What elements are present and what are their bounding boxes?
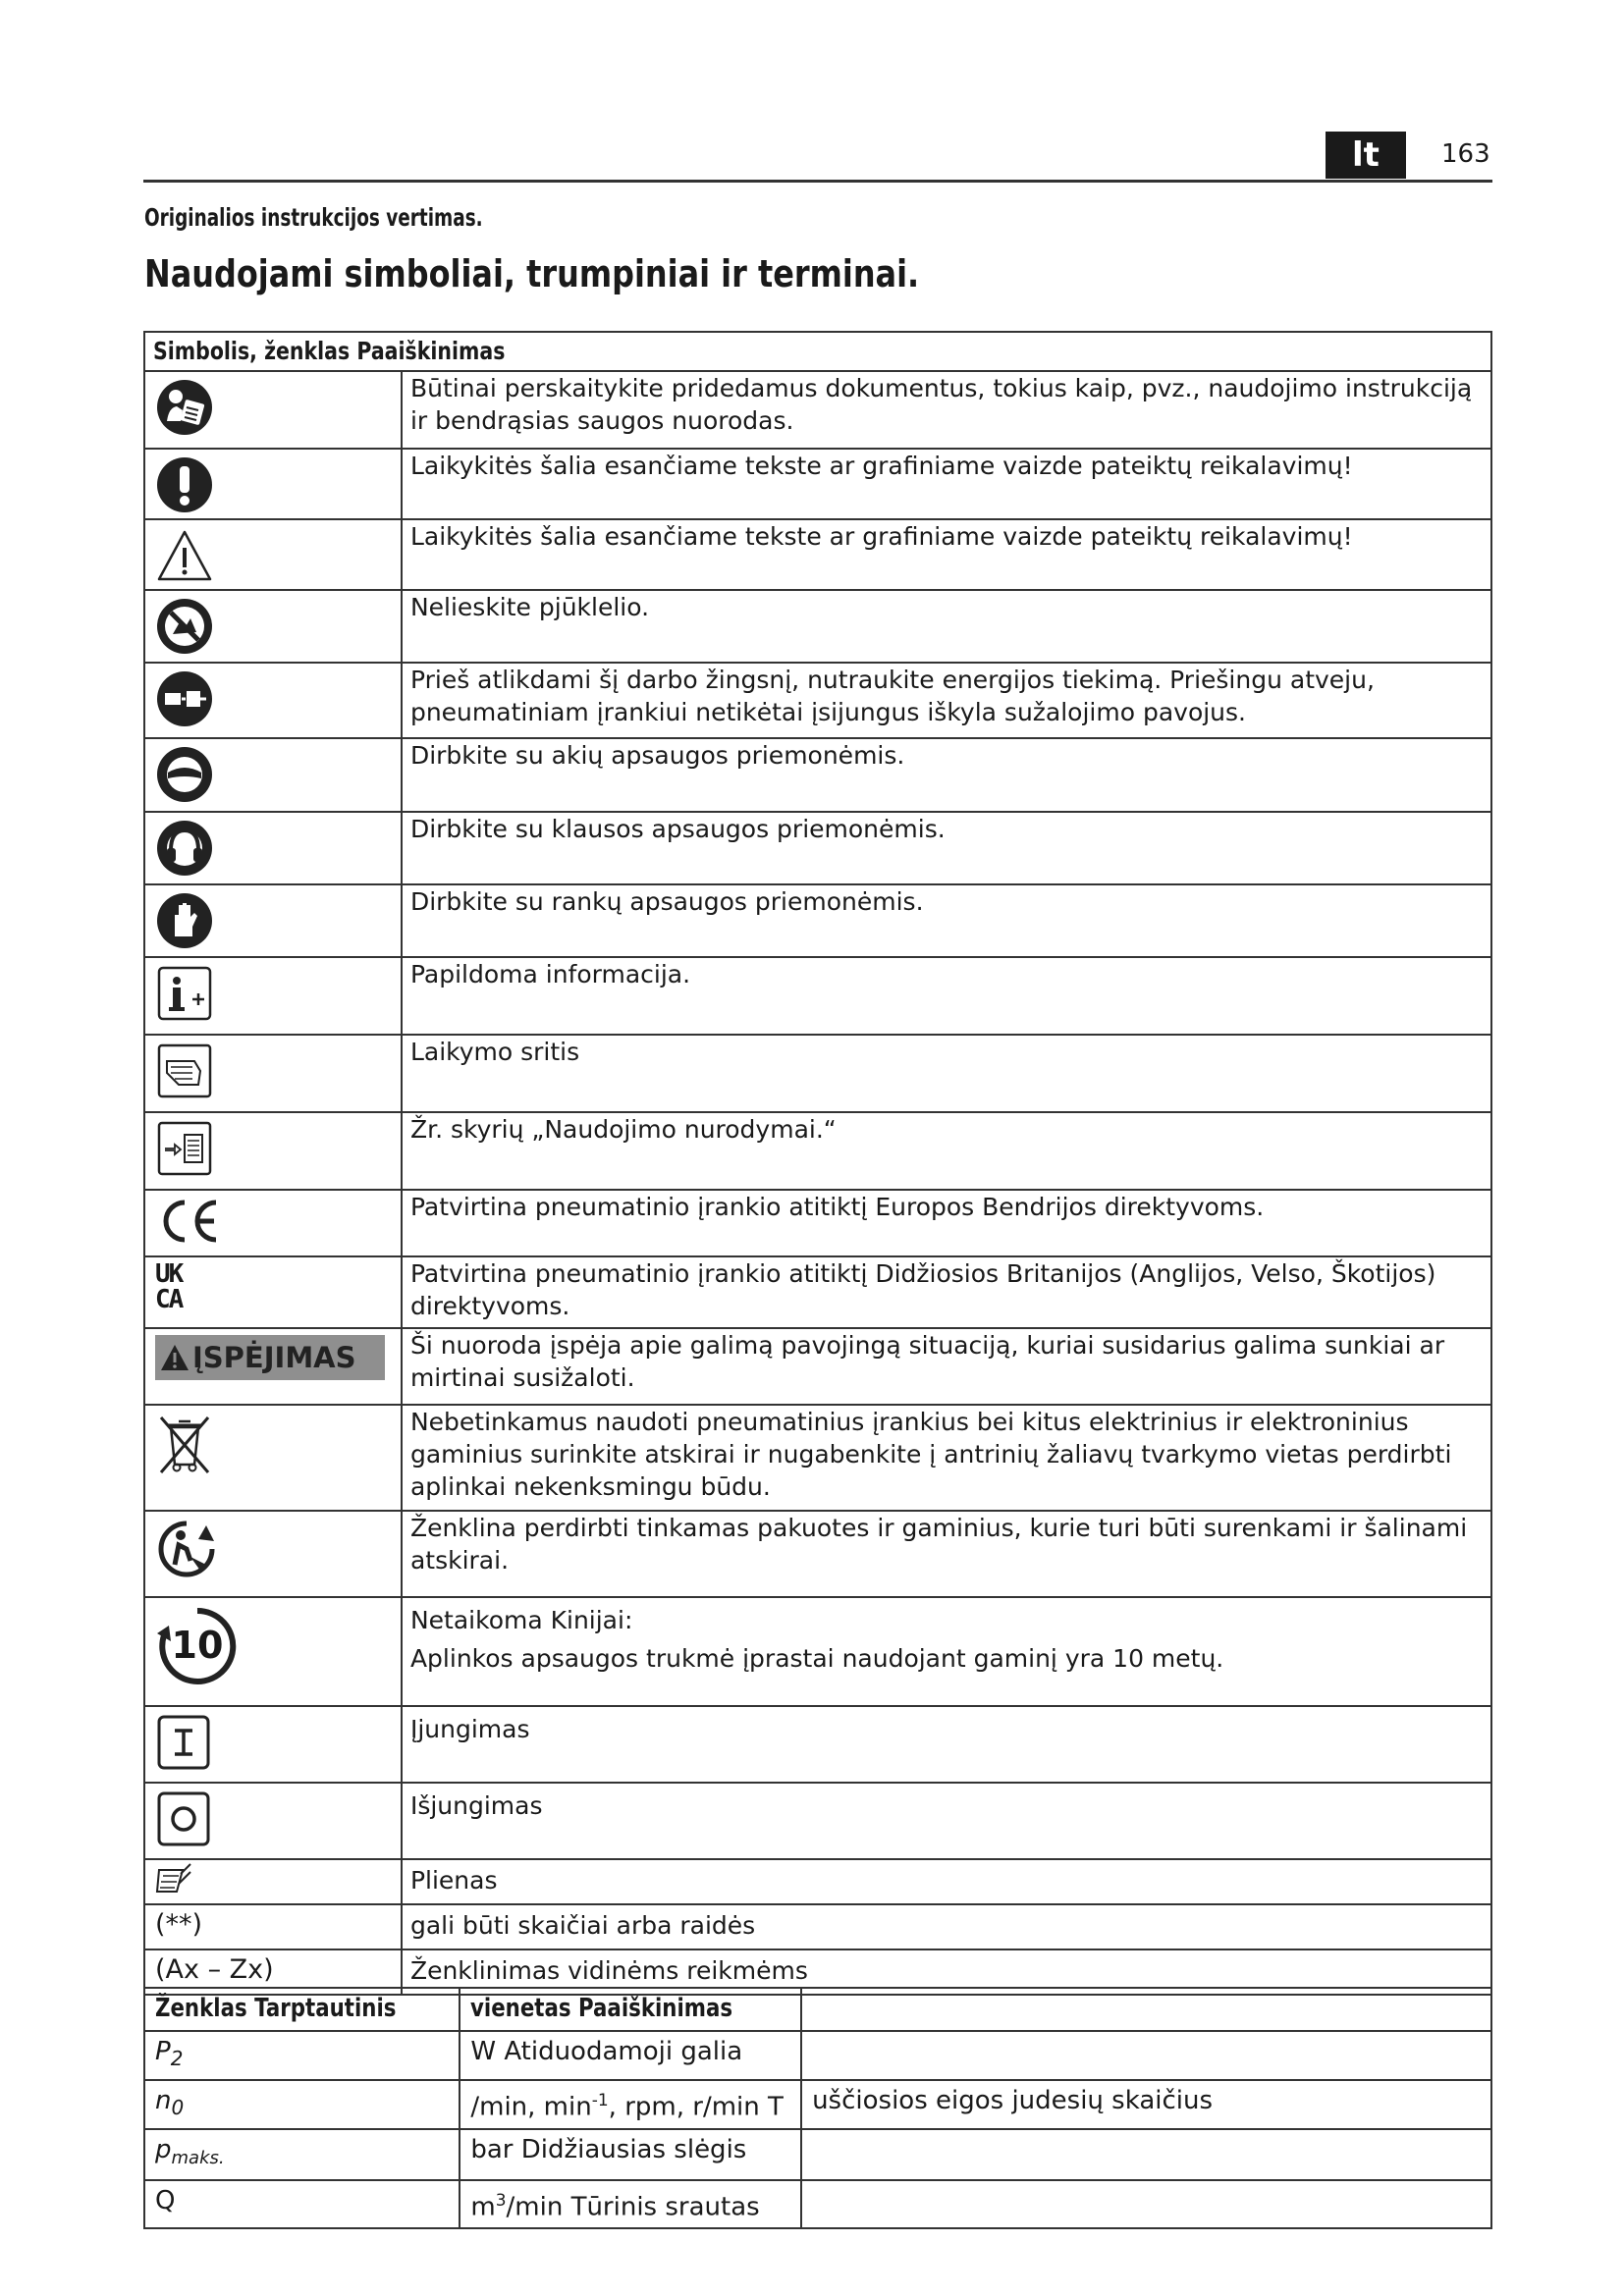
- unit-sign-subscript: maks.: [171, 2148, 225, 2169]
- hand-protection-icon: [155, 891, 214, 950]
- unit-text: /min, min: [470, 2092, 592, 2122]
- table-row-text: Nebetinkamus naudoti pneumatinius įrankius bei kitus elektrinius ir elektroninius gaminius surinkite atskirai ir nugabenkite į antrinių žaliavų tvarkymo vietas perdirbti aplinkai nekenksmingu būdu.: [402, 1405, 1491, 1511]
- ear-protection-icon: [155, 819, 214, 878]
- table-row-text: Įjungimas: [402, 1706, 1491, 1783]
- units-table-header: [144, 1988, 1491, 2031]
- read-manual-icon: [155, 378, 214, 437]
- unit-text-post: , rpm, r/min T: [608, 2092, 784, 2122]
- unit-extra: [801, 2031, 1491, 2080]
- unit-superscript: 3: [495, 2190, 507, 2211]
- symbols-table: [143, 331, 1492, 1996]
- table-row: [144, 1256, 1491, 1328]
- ukca-top-text: UK: [155, 1259, 183, 1289]
- table-row-text: Ženklinimas vidinėms reikmėms: [402, 1949, 1491, 1995]
- table-row-text: Patvirtina pneumatinio įrankio atitiktį Didžiosios Britanijos (Anglijos, Velso, Škotijos) direktyvoms.: [402, 1256, 1491, 1328]
- unit-sign: n: [155, 2086, 172, 2116]
- table-row: [144, 1035, 1491, 1112]
- table-row-text: Plienas: [402, 1859, 1491, 1904]
- table-row: [144, 884, 1491, 957]
- epup-number: 10: [171, 1624, 224, 1667]
- unit-sign: P: [155, 2037, 171, 2066]
- switch-off-icon: [155, 1789, 214, 1848]
- table-row: [144, 812, 1491, 884]
- table-row-text: Patvirtina pneumatinio įrankio atitiktį Europos Bendrijos direktyvoms.: [402, 1190, 1491, 1256]
- page-title: Naudojami simboliai, trumpiniai ir terminai.: [144, 252, 920, 295]
- unit-cell: bar Didžiausias slėgis: [460, 2129, 801, 2179]
- table-row: [144, 738, 1491, 812]
- table-row: [144, 1511, 1491, 1597]
- units-header-col1: Ženklas Tarptautinis: [155, 1994, 397, 2023]
- symbols-table-header-text: Simbolis, ženklas Paaiškinimas: [153, 337, 506, 365]
- table-row: [144, 590, 1491, 663]
- table-row: [144, 1904, 1491, 1949]
- ukca-mark-icon: [155, 1261, 401, 1312]
- grip-area-icon: [155, 1041, 214, 1100]
- disconnect-air-icon: [155, 669, 214, 728]
- table-row: [144, 2080, 1491, 2129]
- see-chapter-icon: [155, 1119, 214, 1178]
- units-table: [143, 1987, 1492, 2229]
- table-row-text: Laikykitės šalia esančiame tekste ar grafiniame vaizde pateiktų reikalavimų!: [402, 519, 1491, 590]
- table-row-text: Dirbkite su rankų apsaugos priemonėmis.: [402, 884, 1491, 957]
- table-row-text: Nelieskite pjūklelio.: [402, 590, 1491, 663]
- unit-extra: [801, 2129, 1491, 2179]
- table-row-text-secondary: Aplinkos apsaugos trukmė įprastai naudojant gaminį yra 10 metų.: [409, 1644, 1224, 1673]
- symbol-text: (Ax – Zx): [144, 1949, 402, 1995]
- warning-triangle-small-icon: [159, 1343, 190, 1372]
- table-row: [144, 371, 1491, 449]
- epup-10-icon: [155, 1604, 240, 1688]
- table-row-text: Būtinai perskaitykite pridedamus dokumentus, tokius kaip, pvz., naudojimo instrukciją ir bendrąsias saugos nuorodas.: [402, 371, 1491, 449]
- unit-sign-subscript: 0: [171, 2096, 185, 2120]
- warning-label-icon: [155, 1335, 385, 1380]
- eye-protection-icon: [155, 745, 214, 804]
- ukca-bottom-text: CA: [155, 1285, 183, 1314]
- exclamation-icon: [155, 455, 214, 514]
- unit-text: m: [470, 2192, 496, 2222]
- table-row: [144, 663, 1491, 738]
- unit-sign: p: [155, 2135, 172, 2165]
- table-row: [144, 2129, 1491, 2179]
- table-row: [144, 449, 1491, 519]
- unit-extra: [801, 2180, 1491, 2229]
- language-badge: lt: [1326, 132, 1406, 179]
- table-row: [144, 1859, 1491, 1904]
- header-divider: [143, 180, 1492, 183]
- table-row: [144, 1190, 1491, 1256]
- page-number: 163: [1441, 139, 1490, 169]
- units-header-col2: vienetas Paaiškinimas: [470, 1994, 733, 2023]
- symbol-text: (**): [144, 1904, 402, 1949]
- document-subtitle: Originalios instrukcijos vertimas.: [144, 203, 483, 232]
- table-row: [144, 1328, 1491, 1405]
- table-row-text: Dirbkite su akių apsaugos priemonėmis.: [402, 738, 1491, 812]
- unit-extra: uščiosios eigos judesių skaičius: [801, 2080, 1491, 2129]
- table-row-text: gali būti skaičiai arba raidės: [402, 1904, 1491, 1949]
- symbols-table-header: [144, 332, 1491, 371]
- table-row: [144, 1783, 1491, 1859]
- table-row: [144, 957, 1491, 1035]
- table-row: [144, 1405, 1491, 1511]
- table-row: [144, 1112, 1491, 1190]
- table-row-text: Išjungimas: [402, 1783, 1491, 1859]
- warning-label-text: ĮSPĖJIMAS: [192, 1341, 356, 1374]
- unit-sign: Q: [144, 2180, 460, 2229]
- table-row-text: Netaikoma Kinijai:: [409, 1606, 633, 1634]
- table-row-text: Laikykitės šalia esančiame tekste ar grafiniame vaizde pateiktų reikalavimų!: [402, 449, 1491, 519]
- weee-bin-icon: [155, 1412, 214, 1476]
- table-row-text: Žr. skyrių „Naudojimo nurodymai.“: [402, 1112, 1491, 1190]
- ce-mark-icon: [155, 1197, 224, 1246]
- warning-triangle-icon: [155, 526, 214, 585]
- unit-text-post: /min Tūrinis srautas: [506, 2192, 760, 2222]
- unit-sign-subscript: 2: [170, 2047, 184, 2071]
- table-row-text: Prieš atlikdami šį darbo žingsnį, nutraukite energijos tiekimą. Priešingu atveju, pneumatiniam įrankiui netikėtai įsijungus iškyla sužalojimo pavojus.: [402, 663, 1491, 738]
- table-row-text: Ženklina perdirbti tinkamas pakuotes ir gaminius, kurie turi būti surenkami ir šalinami atskirai.: [402, 1511, 1491, 1597]
- table-row: [144, 1597, 1491, 1706]
- table-row-text: Ši nuoroda įspėja apie galimą pavojingą situaciją, kuriai susidarius galima sunkiai ar mirtinai susižaloti.: [402, 1328, 1491, 1405]
- switch-on-icon: [155, 1713, 214, 1772]
- steel-icon: [155, 1862, 194, 1899]
- table-row-text: Laikymo sritis: [402, 1035, 1491, 1112]
- table-row: [144, 1706, 1491, 1783]
- info-plus-icon: [155, 964, 214, 1023]
- recycling-icon: [155, 1518, 220, 1582]
- table-row: [144, 2180, 1491, 2229]
- table-row: [144, 519, 1491, 590]
- unit-superscript: -1: [591, 2091, 609, 2111]
- table-row-text: Papildoma informacija.: [402, 957, 1491, 1035]
- table-row-text: Dirbkite su klausos apsaugos priemonėmis.: [402, 812, 1491, 884]
- no-touch-blade-icon: [155, 597, 214, 656]
- table-row: [144, 2031, 1491, 2080]
- unit-cell: W Atiduodamoji galia: [460, 2031, 801, 2080]
